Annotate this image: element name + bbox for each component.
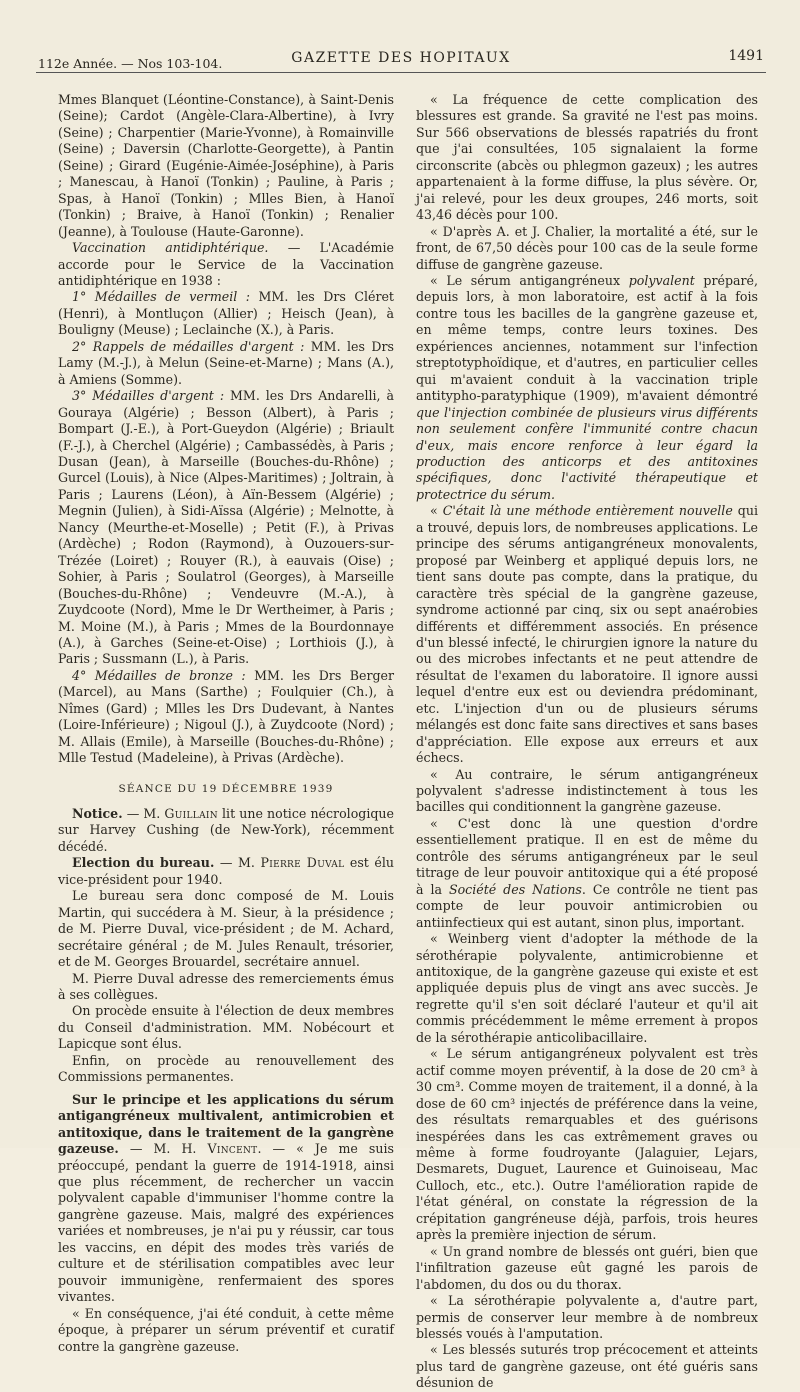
paragraph: Le bureau sera donc composé de M. Louis Martin, qui succédera à M. Sieur, à la présidence ; de M. Pierre Duval, vice-président ; de M. Achard, secrétaire général ; de M. Jules Renault, trésorier, et de M. Georges Brouardel, secrétaire annuel.: [58, 888, 394, 970]
list-item-title: 2° Rappels de médailles d'argent :: [72, 338, 305, 354]
paragraph: « Le sérum antigangréneux polyvalent est très actif comme moyen préventif, à la dose de 20 cm³ à 30 cm³. Comme moyen de traitement, il a donné, à la dose de 60 cm³ injectés de préférence dans la veine, des résultats remarquables et des guérisons inespérées dans les cas extrêmement graves ou même à forme foudroyante (Jalaguier, Lejars, Desmarets, Duguet, Laurence et Guinoiseau, Mac Culloch, etc., etc.). Outre l'amélioration rapide de l'état général, on constate la régression de la crépitation gangréneuse déjà, parfois, trois heures après la première injection de sérum.: [416, 1046, 758, 1243]
author-name: Guillain: [164, 806, 218, 822]
paragraph: « Le sérum antigangréneux polyvalent préparé, depuis lors, à mon laboratoire, est actif à la fois contre tous les bacilles de la gangrène gazeuse et, en même temps, contre leurs toxines. Des expériences anciennes, notamment sur l'infection streptotyphoïdique, et d'autres, en particulier celles qui m'avaient conduit à la vaccination triple antitypho-paratyphique (1909), m'avaient démontré que l'injection combinée de plusieurs virus différents non seulement confère l'immunité contre chacun d'eux, mais encore renforce à leur égard la production des anticorps et des antitoxines spécifiques, donc l'activité thérapeutique et protectrice du sérum.: [416, 272, 758, 502]
page-number: 1491: [728, 48, 764, 64]
section-heading: Vaccination antidiphtérique.: [72, 240, 269, 256]
list-item-title: 1° Médailles de vermeil :: [72, 289, 251, 305]
author-name: Vincent: [207, 1141, 258, 1157]
paragraph: Election du bureau. — M. Pierre Duval est élu vice-président pour 1940.: [58, 855, 395, 887]
section-heading: Notice.: [72, 806, 123, 822]
issue-number: 112e Année. — Nos 103-104.: [38, 56, 223, 71]
paragraph: Sur le principe et les applications du sérum antigangréneux multivalent, antimicrobien et antitoxique, dans le traitement de la gangrène gazeuse. — M. H. Vincent. — « Je me suis préoccupé, pendant la guerre de 1914-1918, ainsi que plus récemment, de rechercher un vaccin polyvalent capable d'immuniser l'homme contre la gangrène gazeuse. Mais, malgré des expériences variées et nombreuses, je n'ai pu y réussir, car tous les vaccins, en dépit des modes très variés de culture et de stérilisation compatibles avec leur pouvoir immunigène, renfermaient des spores vivantes.: [58, 1091, 394, 1305]
paragraph: 1° Médailles de vermeil : MM. les Drs Cléret (Henri), à Montluçon (Allier) ; Heisch (Jean), à Bouligny (Meuse) ; Leclainche (X.), à Paris.: [58, 289, 394, 338]
section-heading: Sur le principe et les applications du sérum antigangréneux multivalent, antimicrobien et antitoxique, dans le traitement de la gangrène gazeuse.: [58, 1091, 394, 1157]
paragraph: « La sérothérapie polyvalente a, d'autre part, permis de conserver leur membre à de nombreux blessés voués à l'amputation.: [416, 1293, 758, 1341]
paragraph: M. Pierre Duval adresse des remerciements émus à ses collègues.: [58, 970, 394, 1003]
paragraph: « Au contraire, le sérum antigangréneux polyvalent s'adresse indistinctement à tous les bacilles qui conditionnent la gangrène gazeuse.: [416, 766, 758, 815]
paragraph: Mmes Blanquet (Léontine-Constance), à Saint-Denis (Seine); Cardot (Angèle-Clara-Albertine), à Ivry (Seine) ; Charpentier (Marie-Yvonne), à Romainville (Seine) ; Daversin (Charlotte-Georgette), à Pantin (Seine) ; Girard (Eugénie-Aimée-Joséphine), à Paris ; Manescau, à Hanoï (Tonkin) ; Pauline, à Paris ; Spas, à Hanoï (Tonkin) ; Mlles Bien, à Hanoï (Tonkin) ; Braive, à Hanoï (Tonkin) ; Renalier (Jeanne), à Toulouse (Haute-Garonne).: [58, 92, 394, 239]
paragraph: « D'après A. et J. Chalier, la mortalité a été, sur le front, de 67,50 décès pour 100 cas de la seule forme diffuse de gangrène gazeuse.: [416, 223, 758, 272]
author-name: Pierre Duval: [260, 855, 345, 871]
left-column: [58, 92, 394, 1355]
right-column: [416, 92, 758, 1392]
list-item-title: 4° Médailles de bronze :: [72, 667, 246, 683]
paragraph: 2° Rappels de médailles d'argent : MM. les Drs Lamy (M.-J.), à Melun (Seine-et-Marne) ; Mans (A.), à Amiens (Somme).: [58, 338, 394, 387]
emphasis: que l'injection combinée de plusieurs virus différents non seulement confère l'immunité contre chacun d'eux, mais encore renforce à leur égard la production des anticorps et des antitoxines spécifiques, donc l'activité thérapeutique et protectrice du sérum.: [416, 404, 758, 502]
paragraph: « C'est donc là une question d'ordre essentiellement pratique. Il en est de même du contrôle des sérums antigangréneux par le seul titrage de leur pouvoir antitoxique qui a été proposé à la Société des Nations. Ce contrôle ne tient pas compte de leur pouvoir antimicrobien ou antiinfectieux qui est autant, sinon plus, important.: [416, 815, 758, 930]
journal-title: GAZETTE DES HOPITAUX: [291, 50, 511, 66]
emphasis: polyvalent: [628, 272, 695, 288]
session-heading: SÉANCE DU 19 DÉCEMBRE 1939: [118, 782, 334, 795]
paragraph: On procède ensuite à l'élection de deux membres du Conseil d'administration. MM. Nobécourt et Lapicque sont élus.: [58, 1003, 394, 1052]
paragraph: 3° Médailles d'argent : MM. les Drs Andarelli, à Gouraya (Algérie) ; Besson (Albert), à Paris ; Bompart (J.-E.), à Port-Gueydon (Algérie) ; Briault (F.-J.), à Cherchel (Algérie) ; Cambassédès, à Paris ; Dusan (Jean), à Marseille (Bouches-du-Rhône) ; Gurcel (Louis), à Nice (Alpes-Maritimes) ; Joltrain, à Paris ; Laurens (Léon), à Aïn-Bessem (Algérie) ; Megnin (Julien), à Sidi-Aïssa (Algérie) ; Melnotte, à Nancy (Meurthe-et-Moselle) ; Petit (F.), à Privas (Ardèche) ; Rodon (Raymond), à Ouzouers-sur-Trézée (Loiret) ; Rouyer (R.), à eauvais (Oise) ; Sohier, à Paris ; Soulatrol (Georges), à Marseille (Bouches-du-Rhône) ; Vendeuvre (M.-A.), à Zuydcoote (Nord), Mme le Dr Wertheimer, à Paris ; M. Moine (M.), à Paris ; Mmes de la Bourdonnaye (A.), à Garches (Seine-et-Oise) ; Lorthiois (J.), à Paris ; Sussmann (L.), à Paris.: [58, 388, 395, 667]
paragraph: « C'était là une méthode entièrement nouvelle qui a trouvé, depuis lors, de nombreuses applications. Le principe des sérums antigangréneux monovalents, proposé par Weinberg et appliqué depuis lors, ne tient sans doute pas compte, dans la pratique, du caractère très spécial de la gangrène gazeuse, syndrome actionné par cinq, six ou sept anaérobies différents et différemment associés. En présence d'un blessé infecté, le chirurgien ignore la nature du ou des microbes infectants et ne peut attendre de résultat de l'examen du laboratoire. Il ignore aussi lequel d'entre eux est ou deviendra prédominant, etc. L'injection d'un ou de plusieurs sérums mélangés est donc faite sans directives et sans bases d'appréciation. Elle expose aux erreurs et aux échecs.: [416, 503, 758, 766]
paragraph: Enfin, on procède au renouvellement des Commissions permanentes.: [58, 1052, 394, 1085]
paragraph: « Weinberg vient d'adopter la méthode de la sérothérapie polyvalente, antimicrobienne et antitoxique, de la gangrène gazeuse qui existe et est appliquée depuis plus de vingt ans avec succès. Je regrette qu'il s'en soit déclaré l'auteur et qu'il ait commis précédemment le même errement à propos de la sérothérapie anticolibacillaire.: [416, 931, 758, 1045]
paragraph: « En conséquence, j'ai été conduit, à cette même époque, à préparer un sérum préventif et curatif contre la gangrène gazeuse.: [58, 1305, 394, 1354]
header-rule: [36, 72, 766, 73]
paragraph: Vaccination antidiphtérique. — L'Académie accorde pour le Service de la Vaccination antidiphtérique en 1938 :: [58, 240, 394, 288]
paragraph: Notice. — M. Guillain lit une notice nécrologique sur Harvey Cushing (de New-York), récemment décédé.: [58, 806, 394, 854]
paragraph: « Les blessés suturés trop précocement et atteints plus tard de gangrène gazeuse, ont été guéris sans désunion de: [416, 1342, 758, 1391]
running-header: [38, 48, 764, 74]
paragraph: « La fréquence de cette complication des blessures est grande. Sa gravité ne l'est pas moins. Sur 566 observations de blessés rapatriés du front que j'ai consultées, 105 signalaient la forme circonscrite (abcès ou phlegmon gazeux) ; les autres appartenaient à la forme diffuse, la plus sévère. Or, j'ai relevé, pour les deux groupes, 246 morts, soit 43,46 décès pour 100.: [416, 92, 758, 223]
emphasis: C'était là une méthode entièrement nouvelle: [442, 503, 733, 519]
section-heading: Election du bureau.: [72, 855, 215, 871]
paragraph: 4° Médailles de bronze : MM. les Drs Berger (Marcel), au Mans (Sarthe) ; Foulquier (Ch.), à Nîmes (Gard) ; Mlles les Drs Dudevant, à Nantes (Loire-Inférieure) ; Nigoul (J.), à Zuydcoote (Nord) ; M. Allais (Emile), à Marseille (Bouches-du-Rhône) ; Mlle Testud (Madeleine), à Privas (Ardèche).: [58, 667, 394, 766]
emphasis: Société des Nations: [448, 881, 582, 897]
list-item-title: 3° Médailles d'argent :: [72, 388, 225, 404]
paragraph: « Un grand nombre de blessés ont guéri, bien que l'infiltration gazeuse eût gagné les parois de l'abdomen, du dos ou du thorax.: [416, 1243, 758, 1292]
